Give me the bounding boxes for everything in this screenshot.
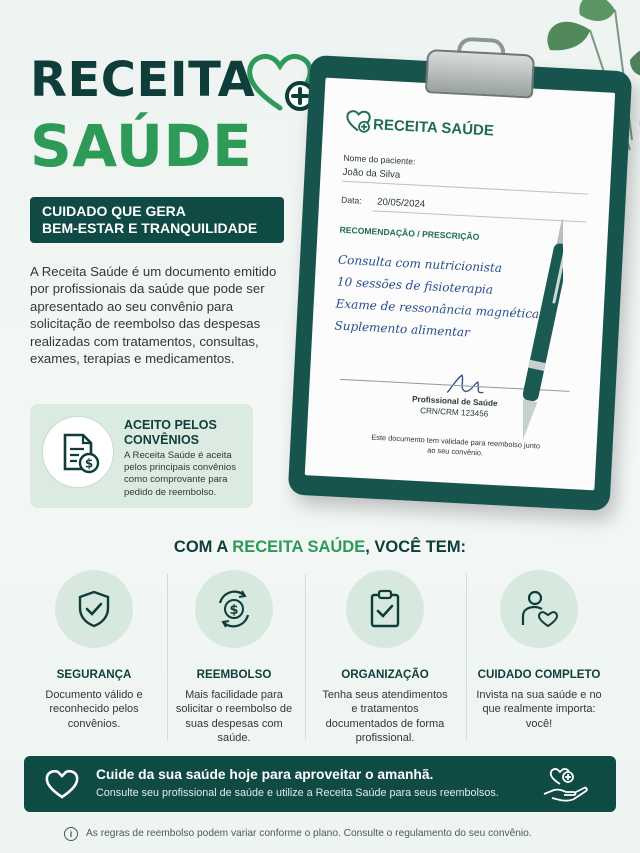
patient-label: Nome do paciente: xyxy=(343,152,416,167)
benefit-divider xyxy=(305,574,306,740)
accept-title-line2: CONVÊNIOS xyxy=(124,433,200,447)
benefit-divider xyxy=(466,574,467,740)
person-heart-icon xyxy=(519,589,559,629)
benefits-heading-accent: RECEITA SAÚDE xyxy=(232,538,366,556)
date-value: 20/05/2024 xyxy=(376,196,426,211)
tagline-line2: BEM-ESTAR E TRANQUILIDADE xyxy=(42,220,258,236)
intro-text: A Receita Saúde é um documento emitido por profissionais da saúde que pode ser apresentado ao seu convênio para solicitação de reembolso das despesas realizadas com tratamentos, consultas, exames, terapias e medicamentos. xyxy=(30,264,277,367)
benefits-heading xyxy=(0,538,640,557)
prescription-paper xyxy=(305,78,615,491)
benefits-heading-suffix: , VOCÊ TEM: xyxy=(365,538,467,556)
date-label: Data: xyxy=(340,194,362,206)
pen-icon xyxy=(523,212,563,462)
benefit-title: SEGURANÇA xyxy=(56,668,132,681)
benefit-icon-circle xyxy=(346,570,424,648)
prescription-item: Consulta com nutricionista xyxy=(337,252,503,276)
professional-label: Profissional de Saúde xyxy=(411,394,498,409)
benefit-title: CUIDADO COMPLETO xyxy=(477,668,601,681)
benefit-icon-circle xyxy=(55,570,133,648)
shield-check-icon xyxy=(74,589,114,629)
prescription-item: Exame de ressonância magnética xyxy=(335,296,540,322)
benefits-heading-prefix: COM A xyxy=(173,538,233,556)
accept-text: A Receita Saúde é aceita pelos principais convênios como comprovante para pedido de reembolso. xyxy=(124,450,236,498)
tagline-banner xyxy=(30,197,284,243)
prescription-item: 10 sessões de fisioterapia xyxy=(336,274,494,297)
clipboard-check-icon xyxy=(365,589,405,629)
hero-title-line1: RECEITA xyxy=(30,52,256,108)
banner-title: Cuide da sua saúde hoje para aproveitar o amanhã. xyxy=(96,767,434,782)
prescription-section-label: RECOMENDAÇÃO / PRESCRIÇÃO xyxy=(339,224,480,242)
accept-title xyxy=(124,418,244,448)
document-money-icon xyxy=(57,431,101,475)
money-cycle-icon xyxy=(214,589,254,629)
benefit-icon-circle xyxy=(195,570,273,648)
benefit-text: Documento válido e reconhecido pelos convênios. xyxy=(45,689,143,730)
benefit-text: Mais facilidade para solicitar o reembolso de suas despesas com saúde. xyxy=(175,689,293,745)
hand-heart-plus-icon xyxy=(540,764,592,804)
benefit-complete-care xyxy=(469,566,609,731)
accept-card xyxy=(30,404,253,508)
crm-label: CRN/CRM 123456 xyxy=(419,406,489,419)
clipboard xyxy=(288,55,633,511)
benefit-organization xyxy=(315,566,455,746)
accept-title-line1: ACEITO PELOS xyxy=(124,418,217,432)
benefit-text: Invista na sua saúde e no que realmente importa: você! xyxy=(476,689,602,730)
heart-plus-logo-icon xyxy=(345,109,372,134)
tagline-line1: CUIDADO QUE GERA xyxy=(42,203,186,219)
banner-subtitle: Consulte seu profissional de saúde e utilize a Receita Saúde para seus reembolsos. xyxy=(96,787,499,799)
benefit-title: REEMBOLSO xyxy=(196,668,272,681)
accept-icon-circle xyxy=(42,416,114,488)
heart-outline-icon xyxy=(44,768,80,800)
patient-name: João da Silva xyxy=(342,166,401,181)
validity-note: Este documento tem validade para reembolso junto ao seu convênio. xyxy=(371,432,541,458)
benefit-reimbursement xyxy=(164,566,304,746)
cta-banner xyxy=(24,756,616,812)
heart-plus-icon xyxy=(246,52,316,114)
benefit-text: Tenha seus atendimentos e tratamentos documentados de forma profissional. xyxy=(322,689,448,745)
svg-text:$: $ xyxy=(84,456,94,471)
prescription-item: Suplemento alimentar xyxy=(334,318,471,340)
hero-title-line2: SAÚDE xyxy=(30,112,253,180)
benefit-icon-circle xyxy=(500,570,578,648)
benefit-security xyxy=(24,566,164,731)
footer-disclaimer: As regras de reembolso podem variar conforme o plano. Consulte o regulamento do seu convênio. xyxy=(86,828,532,839)
svg-text:$: $ xyxy=(229,603,239,618)
info-icon: i xyxy=(64,827,78,841)
benefit-title: ORGANIZAÇÃO xyxy=(341,668,429,681)
patient-underline xyxy=(342,181,588,195)
clip-metal xyxy=(425,49,535,99)
prescription-brand: RECEITA SAÚDE xyxy=(372,116,495,140)
